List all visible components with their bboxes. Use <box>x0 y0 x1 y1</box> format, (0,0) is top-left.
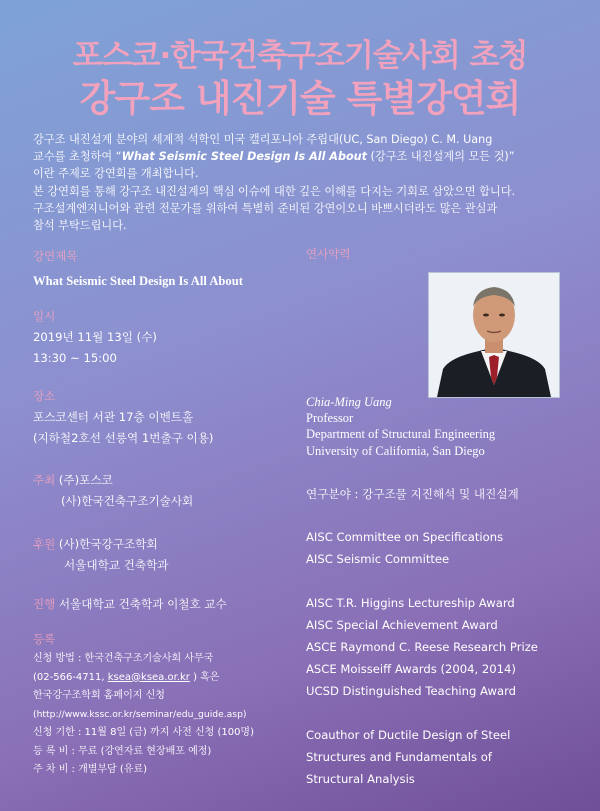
event-title-line2: 강구조 내진기술 특별강연회 <box>79 77 521 120</box>
intro-line: 구조설계엔지니어와 관련 전문가를 위하여 특별히 준비된 강연이오니 바쁘시더라도 많은 관심과 <box>33 201 498 215</box>
host-section <box>33 470 303 512</box>
award-item: ASCE Moisseiff Awards (2004, 2014) <box>306 662 516 676</box>
speaker-photo <box>428 272 560 398</box>
registration-section <box>33 629 303 780</box>
sponsor-section <box>33 534 303 576</box>
schedule-label: 일시 <box>33 309 56 323</box>
lecture-label: 강연제목 <box>33 249 78 263</box>
lecture-section <box>33 246 303 292</box>
venue-label: 장소 <box>33 389 56 403</box>
speaker-portrait-icon <box>429 273 559 397</box>
registration-fee: 등 록 비 : 무료 (강연자료 현장배포 예정) <box>33 745 212 757</box>
lecture-title-inline: What Seismic Steel Design Is All About <box>121 150 367 164</box>
host-label: 주최 <box>33 473 56 487</box>
host-primary: (주)포스코 <box>58 473 113 487</box>
intro-paragraph <box>33 131 578 234</box>
venue-directions: (지하철2호선 선릉역 1번출구 이용) <box>33 431 214 445</box>
speaker-university: University of California, San Diego <box>306 443 485 458</box>
host-secondary: (사)한국건축구조기술사회 <box>61 494 194 508</box>
award-item: AISC T.R. Higgins Lectureship Award <box>306 596 515 610</box>
venue-name: 포스코센터 서관 17층 이벤트홀 <box>33 410 194 424</box>
award-item: ASCE Raymond C. Reese Research Prize <box>306 640 538 654</box>
speaker-name: Chia-Ming Uang <box>306 395 392 409</box>
book-line: Structures and Fundamentals of <box>306 750 492 764</box>
sponsor-secondary: 서울대학교 건축학과 <box>64 558 169 572</box>
registration-method: 신청 방법 : 한국건축구조기술사회 사무국 <box>33 653 214 664</box>
speaker-position: Professor <box>306 411 354 426</box>
committee-item: AISC Committee on Specifications <box>306 530 504 544</box>
event-title-line1: 포스코·한국건축구조기술사회 초청 <box>72 38 528 74</box>
venue-section <box>33 386 303 449</box>
speaker-field: 연구분야 : 강구조물 지진해석 및 내진설계 <box>306 487 519 501</box>
intro-line: 이란 주제로 강연회를 개최합니다. <box>33 167 199 181</box>
registration-deadline: 신청 기한 : 11월 8일 (금) 까지 사전 신청 (100명) <box>33 727 254 738</box>
sponsor-primary: (사)한국강구조학회 <box>58 537 158 551</box>
intro-line: 참석 부탁드립니다. <box>33 219 127 233</box>
registration-label: 등록 <box>33 632 56 646</box>
registration-parking: 주 차 비 : 개별부담 (유료) <box>33 764 148 775</box>
moderator-text: 서울대학교 건축학과 이철호 교수 <box>58 597 227 611</box>
registration-url[interactable]: (http://www.kssc.or.kr/seminar/edu_guide.asp) <box>33 708 247 720</box>
book-line: Coauthor of Ductile Design of Steel <box>306 728 511 742</box>
award-item: UCSD Distinguished Teaching Award <box>306 684 517 698</box>
speaker-label: 연사약력 <box>306 247 351 261</box>
intro-line: 교수를 초청하여 “What Seismic Steel Design Is All About (강구조 내진설계의 모든 것)” <box>33 150 515 164</box>
registration-online: 한국강구조학회 홈페이지 신청 <box>33 690 165 701</box>
schedule-section <box>33 306 303 369</box>
moderator-section <box>33 594 303 615</box>
sponsor-label: 후원 <box>33 537 56 551</box>
registration-contact: (02-566-4711, ksea@ksea.or.kr ) 혹은 <box>33 671 220 683</box>
book-line: Structural Analysis <box>306 772 415 786</box>
committee-item: AISC Seismic Committee <box>306 552 450 566</box>
schedule-time: 13:30 ~ 15:00 <box>33 351 117 365</box>
award-item: AISC Special Achievement Award <box>306 618 498 632</box>
lecture-title: What Seismic Steel Design Is All About <box>33 274 243 288</box>
intro-line: 본 강연회를 통해 강구조 내진설계의 핵심 이슈에 대한 깊은 이해를 다지는 기회로 삼았으면 합니다. <box>33 184 516 198</box>
speaker-department: Department of Structural Engineering <box>306 427 496 442</box>
schedule-date: 2019년 11월 13일 (수) <box>33 330 157 344</box>
intro-line: 강구조 내진설계 분야의 세계적 석학인 미국 캘리포니아 주립대(UC, San Diego) C. M. Uang <box>33 133 493 146</box>
moderator-label: 진행 <box>33 597 56 611</box>
speaker-profile <box>306 246 586 786</box>
registration-email-link[interactable]: ksea@ksea.or.kr <box>107 671 190 683</box>
speaker-bio <box>306 394 495 459</box>
